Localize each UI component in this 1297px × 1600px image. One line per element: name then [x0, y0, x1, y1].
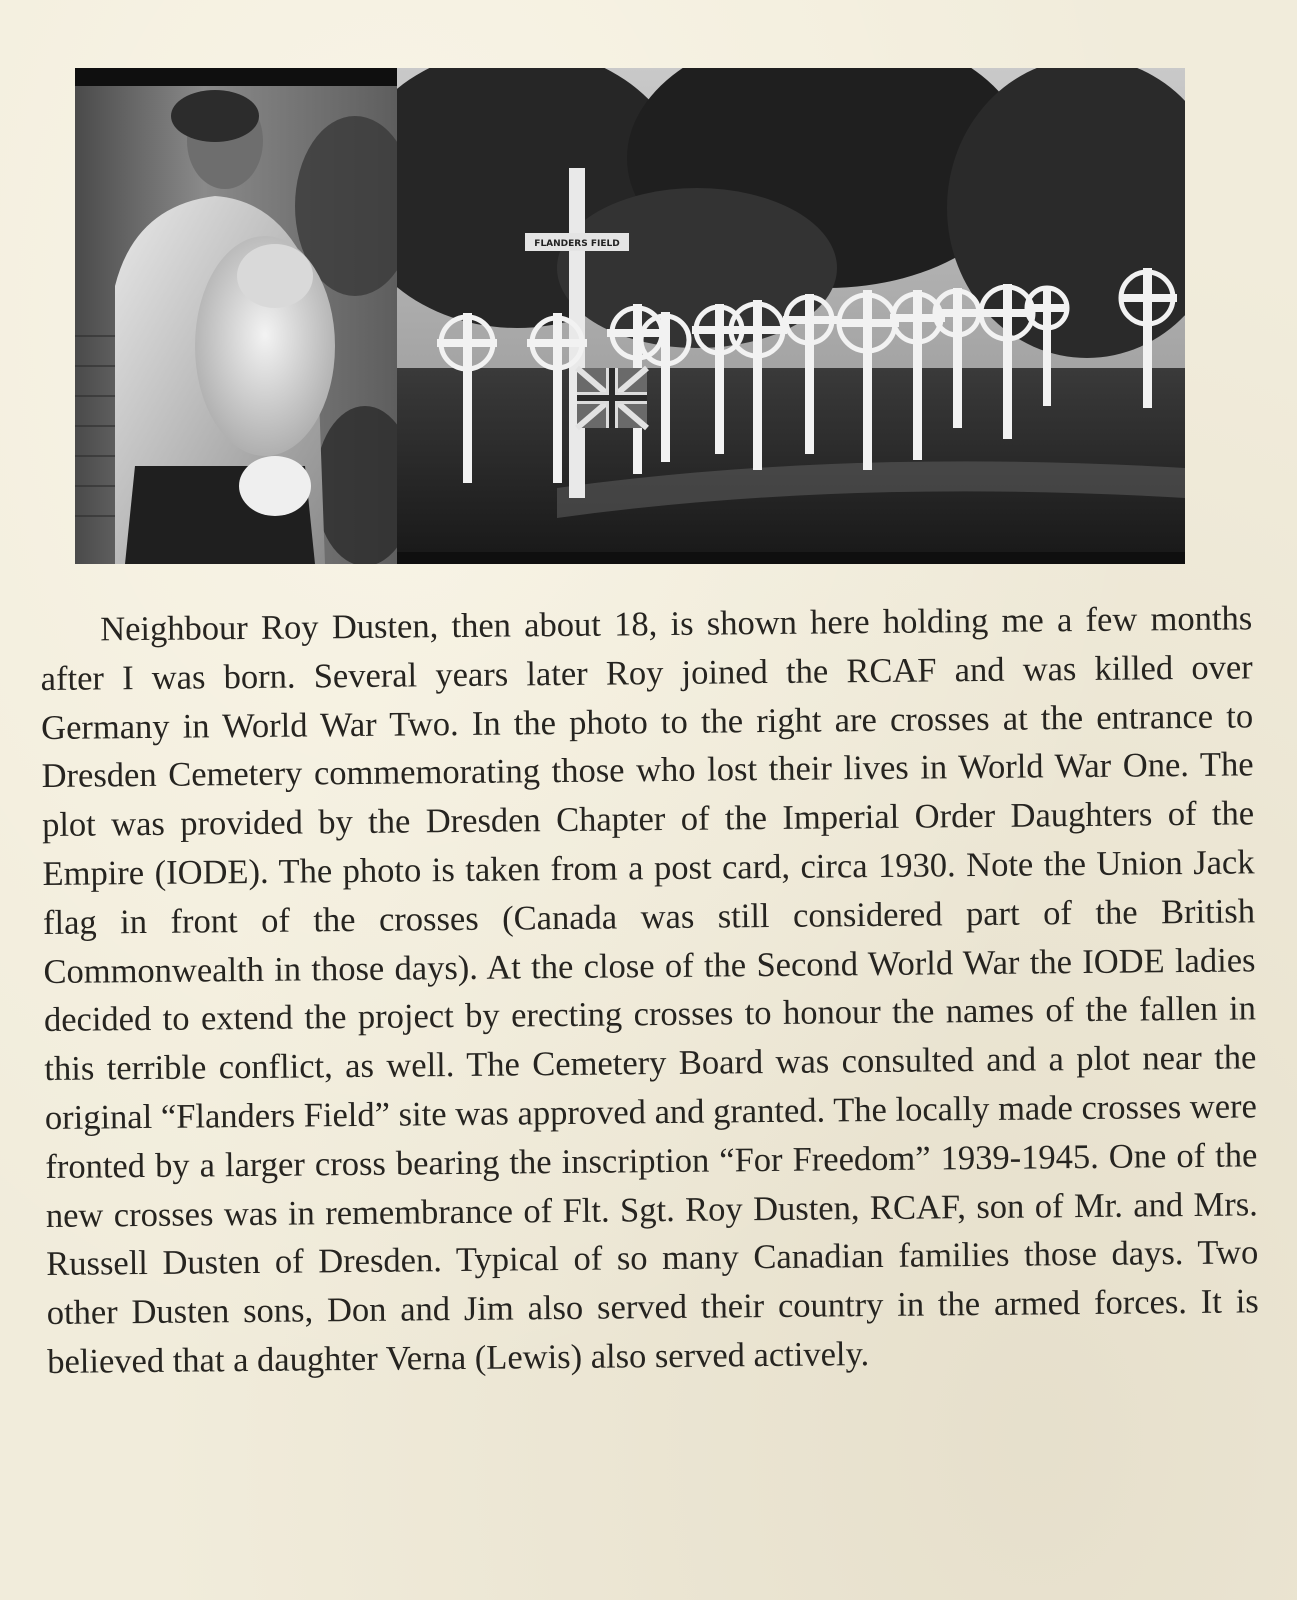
photo-cemetery-crosses	[397, 68, 1185, 552]
photo-caption: Neighbour Roy Dusten, then about 18, is shown here holding me a few months after I was born. Several years later Roy joined the RCAF and was killed over Germany in World War Two. In the photo to the right are crosses at the entrance to Dresden Cemetery commemorating those who lost their lives in World War One. The plot was provided by the Dresden Chapter of the Imperial Order Daughters of the Empire (IODE). The photo is taken from a post card, circa 1930. Note the Union Jack flag in front of the crosses (Canada was still considered part of the British Commonwealth in those days). At the close of the Second World War the IODE ladies decided to extend the project by erecting crosses to honour the names of the fallen in this terrible conflict, as well. The Cemetery Board was consulted and a plot near the original “Flanders Field” site was approved and granted. The locally made crosses were fronted by a larger cross bearing the inscription “For Freedom” 1939-1945. One of the new crosses was in remembrance of Flt. Sgt. Roy Dusten, RCAF, son of Mr. and Mrs. Russell Dusten of Dresden. Typical of so many Canadian families those days. Two other Dusten sons, Don and Jim also served their country in the armed forces. It is believed that a daughter Verna (Lewis) also served actively.	[40, 599, 1259, 1381]
photo-strip	[75, 68, 1185, 564]
flanders-field-sign: FLANDERS FIELD	[534, 239, 620, 249]
photo-cemetery-crosses-image	[397, 68, 1185, 552]
photo-man-holding-infant	[75, 86, 397, 564]
union-jack-flag	[577, 368, 647, 428]
photo-man-holding-infant-image	[75, 86, 397, 564]
